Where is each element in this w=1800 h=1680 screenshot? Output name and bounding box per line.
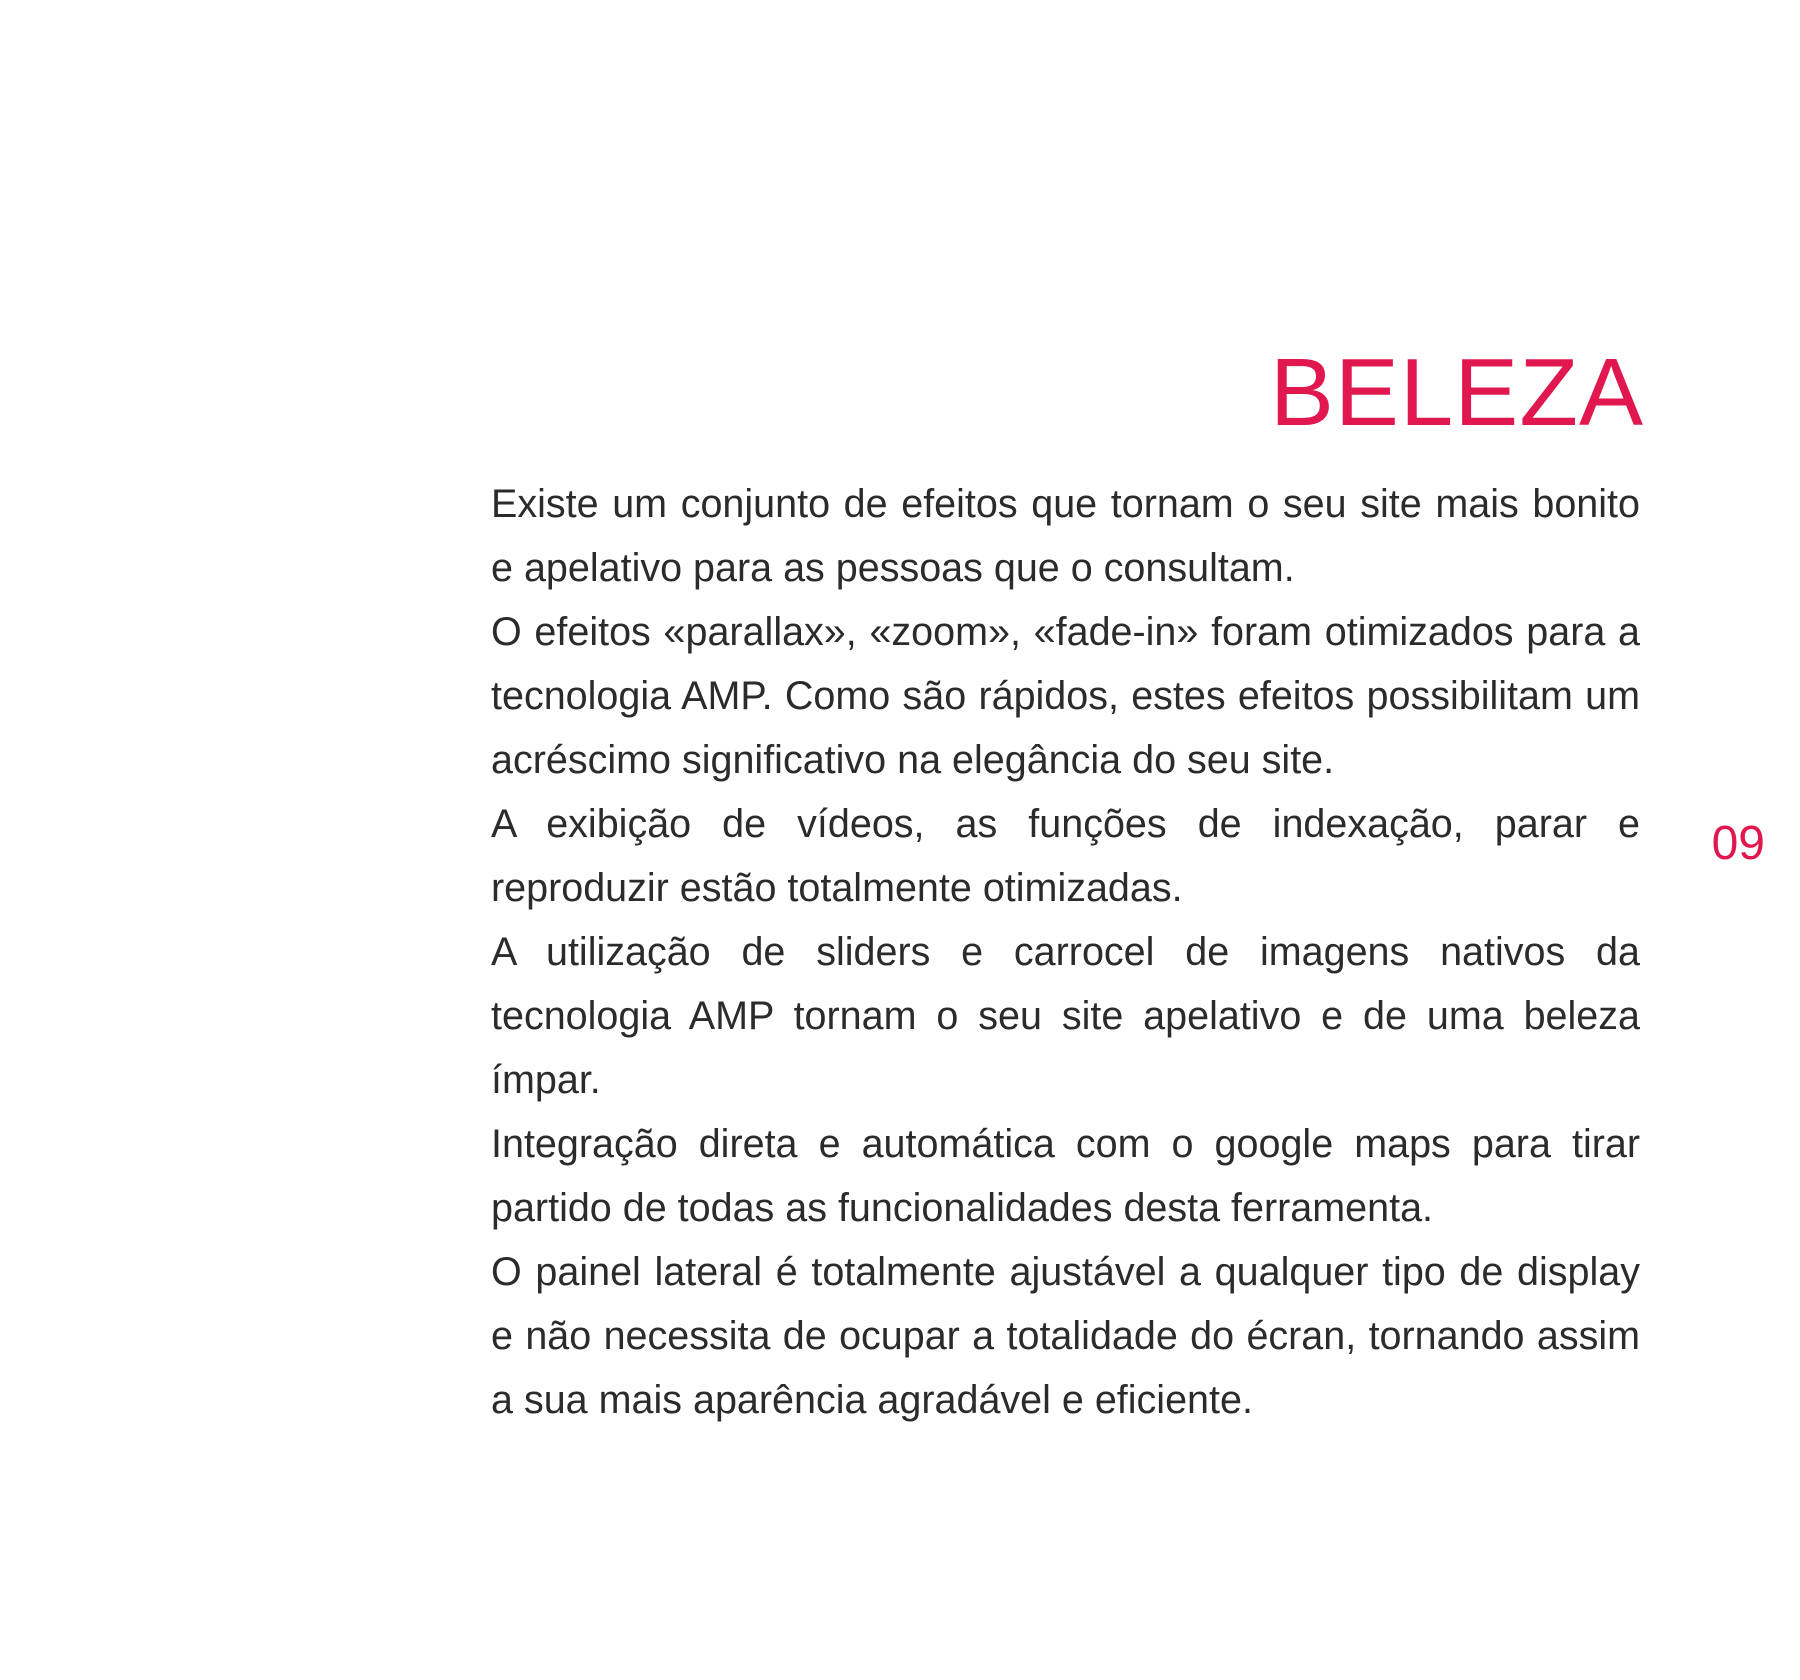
paragraph-effects: O efeitos «parallax», «zoom», «fade-in» foram otimizados para a tecnologia AMP. Como são rápidos, estes efeitos possibilitam um acréscimo significativo na elegância do seu site. [491,610,1640,782]
page-number: 09 [1711,817,1765,870]
paragraph-google-maps: Integração direta e automática com o google maps para tirar partido de todas as funcionalidades desta ferramenta. [491,1122,1640,1230]
paragraph-sliders: A utilização de sliders e carrocel de imagens nativos da tecnologia AMP tornam o seu site apelativo e de uma beleza ímpar. [491,930,1640,1102]
paragraph-videos: A exibição de vídeos, as funções de indexação, parar e reproduzir estão totalmente otimizadas. [491,802,1640,910]
body-text [491,472,1640,1432]
paragraph-intro: Existe um conjunto de efeitos que tornam o seu site mais bonito e apelativo para as pessoas que o consultam. [491,482,1640,590]
page-title: BELEZA [1269,339,1644,446]
paragraph-side-panel: O painel lateral é totalmente ajustável a qualquer tipo de display e não necessita de ocupar a totalidade do écran, tornando assim a sua mais aparência agradável e eficiente. [491,1250,1640,1422]
